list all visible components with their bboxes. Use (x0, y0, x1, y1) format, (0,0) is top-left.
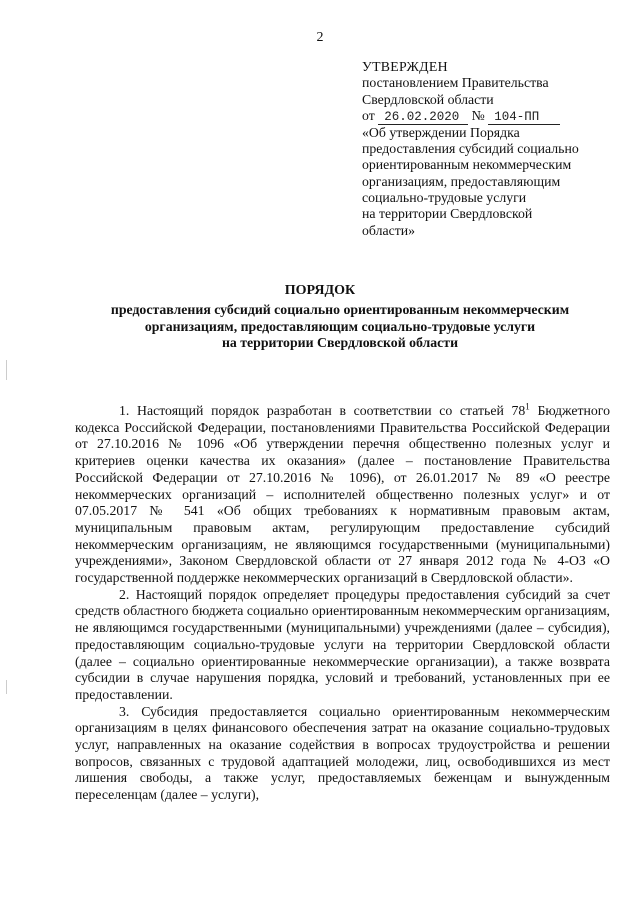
approval-date-number-line (362, 108, 612, 125)
approval-line: предоставления субсидий социально (362, 141, 579, 157)
approval-line: ориентированным некоммерческим (362, 157, 572, 173)
scan-margin-mark (6, 680, 7, 694)
approval-date: 26.02.2020 (378, 110, 468, 125)
approval-line: «Об утверждении Порядка (362, 124, 520, 140)
approval-number: 104-ПП (488, 110, 560, 125)
approval-line: на территории Свердловской (362, 206, 533, 222)
approval-heading: УТВЕРЖДЕН (362, 59, 448, 74)
approval-line: области» (362, 222, 416, 238)
subtitle-line: на территории Свердловской области (221, 335, 459, 351)
approval-line: постановлением Правительства (362, 75, 549, 91)
paragraph-2: 2. Настоящий порядок определяет процедуры предоставления субсидий за счет средств областного бюджета социально ориентированным некоммерческим организациям, не являющимся государственными (муниципальными) учреждениями (далее – субсидия), предоставляющим социально-трудовые услуги на территории Свердловской области (далее – социально ориентированные некоммерческие организации), а также возврата субсидии в случае нарушения порядка, условий и требований, установленных при ее предоставлении. (75, 586, 610, 702)
paragraph-1-rest: Бюджетного кодекса Российской Федерации, постановлениями Правительства Российской Федерации от 27.10.2016 № 1096 «Об утверждении перечня общественно полезных услуг и критериев оценки качества их оказания» (далее – постановление Правительства Российской Федерации от 27.10.2016 № 1096), от 26.01.2017 № 89 «О реестре некоммерческих организаций – исполнителей общественно полезных услуг» и от 07.05.2017 № 541 «Об общих требованиях к нормативным правовым актам, муниципальным правовым актам, регулирующим предоставление субсидий некоммерческим организациям, не являющимся государственными (муниципальными) учреждениями», Законом Свердловской области от 27 января 2012 года № 4-ОЗ «О государственной поддержке некоммерческих организаций в Свердловской области». (75, 403, 610, 586)
document-subtitle (60, 302, 620, 352)
paragraph-1 (75, 403, 610, 587)
paragraph-3: 3. Субсидия предоставляется социально ориентированным некоммерческим организациям в целях финансового обеспечения затрат на оказание социально-трудовых услуг, направленных на оказание содействия в вопросах трудоустройства и решении вопросов, связанных с трудовой адаптацией молодежи, лиц, освободившихся из мест лишения свободы, а также услуг, предоставляемых беженцам и вынужденным переселенцам (далее – услуги), (75, 703, 610, 803)
document-title: ПОРЯДОК (284, 283, 356, 298)
approval-line: Свердловской области (362, 91, 494, 107)
subtitle-line: предоставления субсидий социально ориентированным некоммерческим (110, 302, 570, 317)
superscript: 1 (525, 401, 530, 412)
subtitle-line: организациям, предоставляющим социально-трудовые услуги (144, 318, 536, 334)
approval-line: социально-трудовые услуги (362, 190, 527, 206)
page-number: 2 (316, 30, 324, 45)
approval-block (362, 59, 612, 239)
number-prefix: № (471, 107, 485, 123)
paragraph-1-start: 1. Настоящий порядок разработан в соответствии со статьей 78 (119, 403, 526, 418)
scan-margin-mark (6, 360, 7, 380)
document-body (75, 403, 610, 804)
date-prefix: от (362, 107, 375, 123)
approval-line: организациям, предоставляющим (362, 173, 561, 189)
